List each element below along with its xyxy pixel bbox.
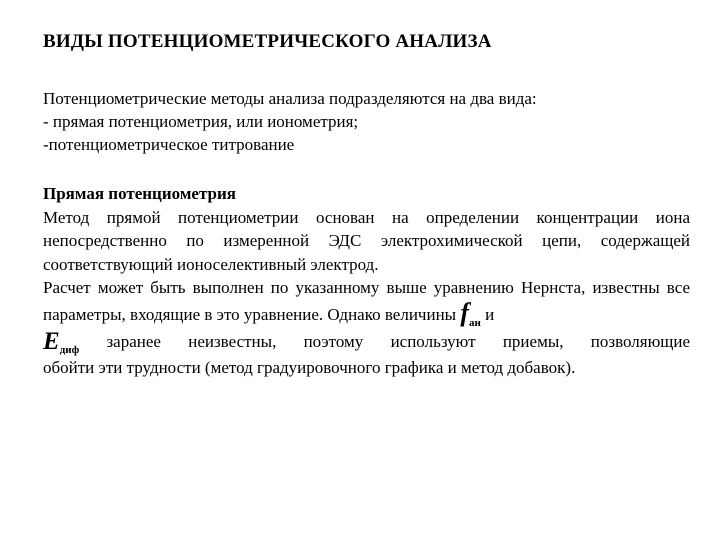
conjunction-word: и — [485, 304, 495, 324]
intro-line-3: -потенциометрическое титрование — [43, 135, 295, 154]
intro-line-2: - прямая потенциометрия, или ионометрия; — [43, 112, 359, 131]
activity-coefficient-symbol: f — [460, 297, 470, 327]
paragraph-calculation-continuation: заранее неизвестны, поэтому используют приемы, позволяющие — [106, 331, 690, 351]
paragraph-calculation-line-e — [43, 329, 690, 356]
diffusion-potential-subscript: диф — [59, 343, 80, 356]
activity-coefficient-subscript: ан — [469, 316, 481, 329]
intro-line-1: Потенциометрические методы анализа подразделяются на два вида: — [43, 89, 537, 108]
paragraph-calculation-text: Расчет может быть выполнен по указанному выше уравнению Нернста, известны все параметры, входящие в это уравнение. Однако величины — [43, 278, 690, 324]
section-heading: Прямая потенциометрия — [43, 184, 236, 203]
slide-title: ВИДЫ ПОТЕНЦИОМЕТРИЧЕСКОГО АНАЛИЗА — [43, 31, 492, 52]
direct-potentiometry-section — [43, 182, 690, 379]
paragraph-calculation — [43, 276, 690, 329]
paragraph-calculation-last-line: обойти эти трудности (метод градуировочного графика и метод добавок). — [43, 357, 576, 377]
diffusion-potential-symbol: E — [43, 327, 60, 355]
intro-block — [43, 87, 683, 156]
paragraph-method: Метод прямой потенциометрии основан на определении концентрации иона непосредственно по измеренной ЭДС электрохимической цепи, содержащей соответствующий ионоселективный электрод. — [43, 207, 690, 274]
